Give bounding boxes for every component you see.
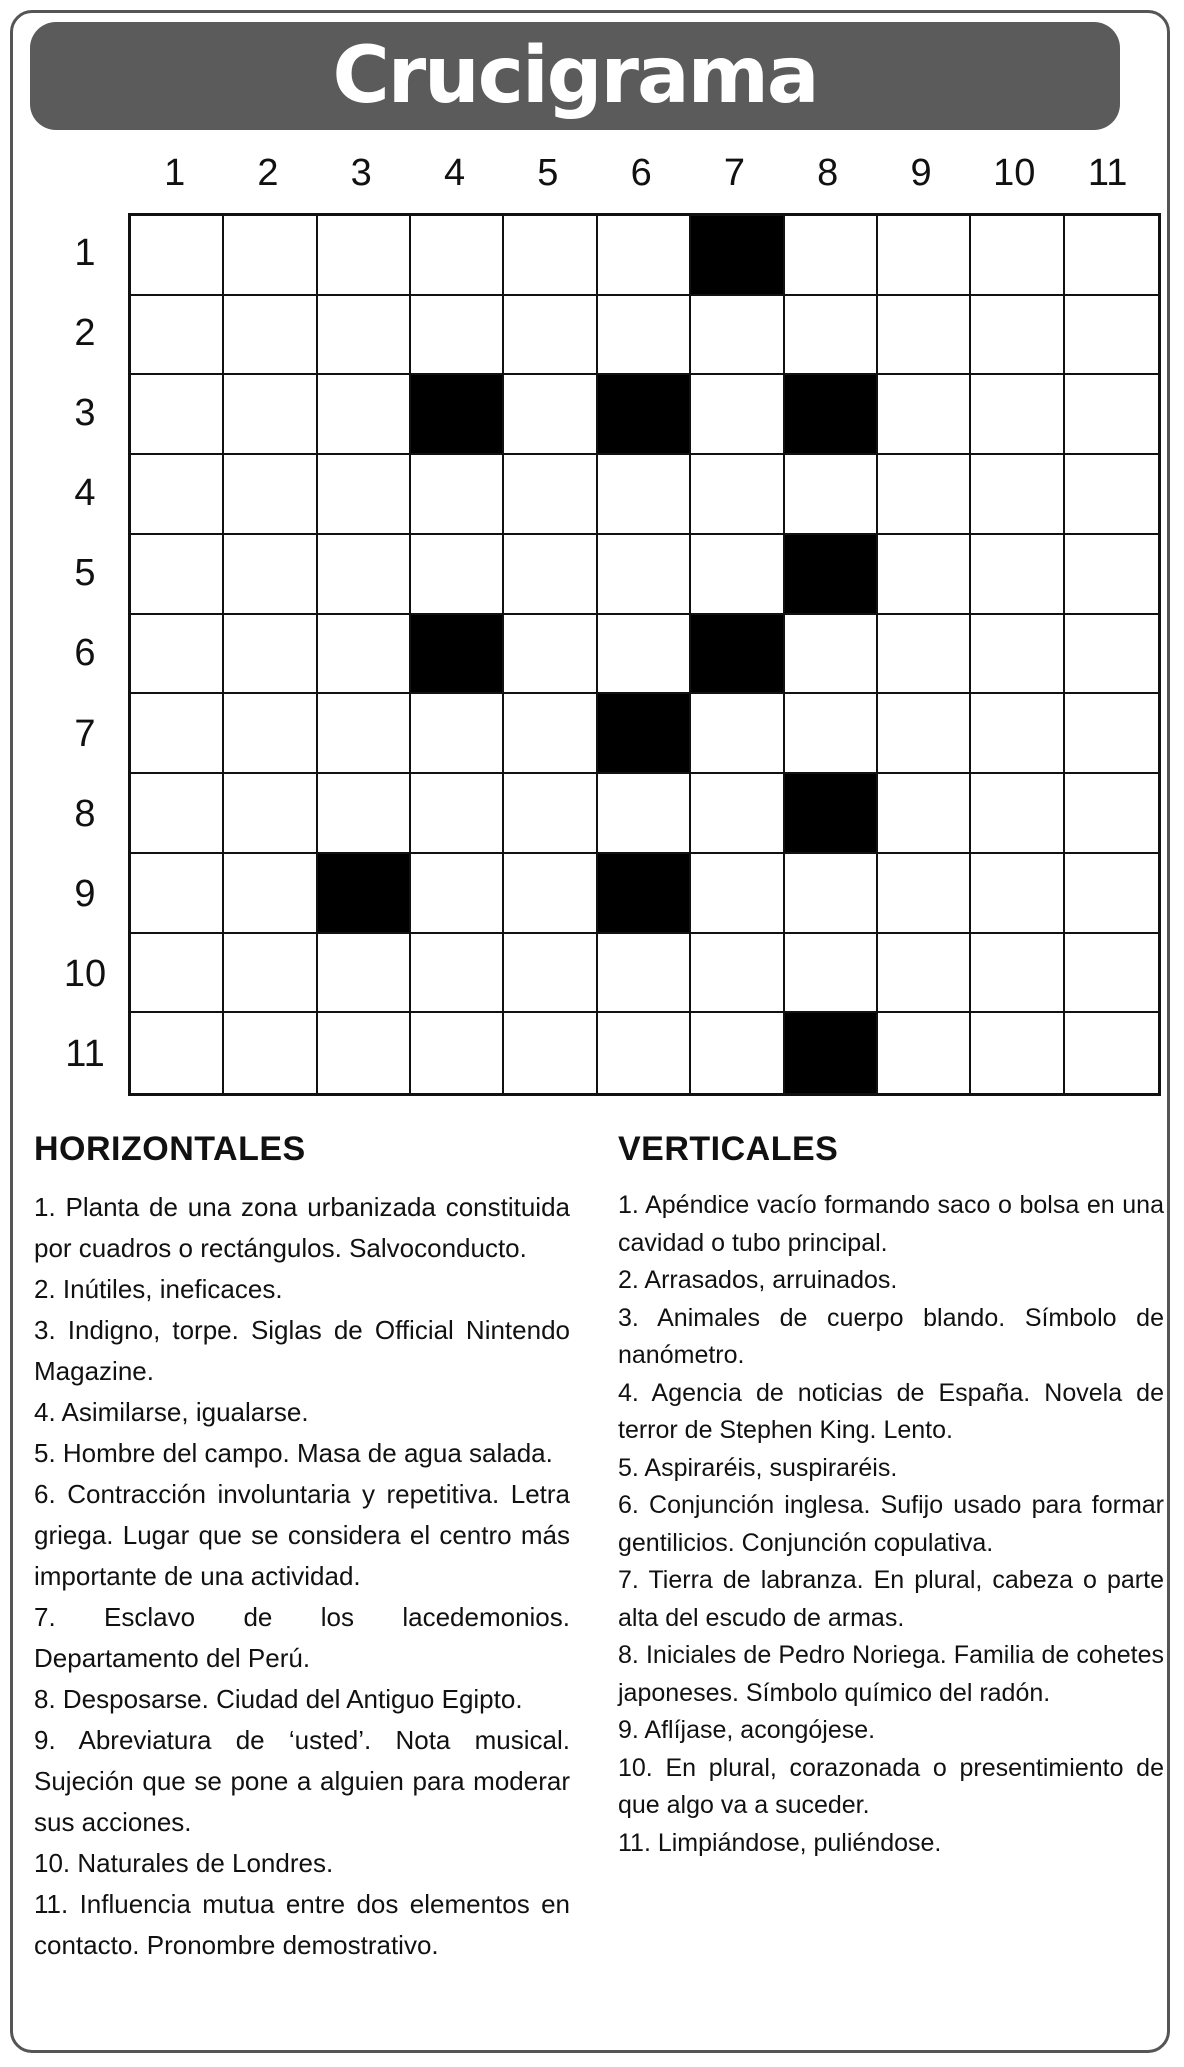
letter-cell[interactable] xyxy=(131,774,224,854)
letter-cell[interactable] xyxy=(224,774,317,854)
row-number: 10 xyxy=(63,952,107,995)
column-number: 4 xyxy=(443,152,466,194)
letter-cell[interactable] xyxy=(318,375,411,455)
letter-cell[interactable] xyxy=(785,216,878,296)
letter-cell[interactable] xyxy=(878,1013,971,1093)
black-cell xyxy=(598,854,691,934)
letter-cell[interactable] xyxy=(224,296,317,376)
row-numbers xyxy=(50,213,120,1094)
black-cell xyxy=(598,694,691,774)
letter-cell[interactable] xyxy=(971,774,1064,854)
letter-cell[interactable] xyxy=(598,615,691,695)
letter-cell[interactable] xyxy=(318,694,411,774)
letter-cell[interactable] xyxy=(878,216,971,296)
horizontal-clue-10: 10. Naturales de Londres. xyxy=(34,1848,334,1878)
row-number: 11 xyxy=(65,1032,105,1075)
row-number: 3 xyxy=(74,392,96,435)
letter-cell[interactable] xyxy=(504,296,597,376)
letter-cell[interactable] xyxy=(1065,854,1158,934)
letter-cell[interactable] xyxy=(131,455,224,535)
letter-cell[interactable] xyxy=(318,296,411,376)
column-number: 10 xyxy=(993,152,1036,194)
letter-cell[interactable] xyxy=(411,296,504,376)
letter-cell[interactable] xyxy=(1065,694,1158,774)
letter-cell[interactable] xyxy=(504,934,597,1014)
letter-cell[interactable] xyxy=(971,296,1064,376)
letter-cell[interactable] xyxy=(971,375,1064,455)
vertical-clue-9: 9. Aflíjase, acongójese. xyxy=(618,1716,876,1744)
letter-cell[interactable] xyxy=(504,1013,597,1093)
letter-cell[interactable] xyxy=(504,615,597,695)
horizontal-clue-3: 3. Indigno, torpe. Siglas de Official Nintendo Magazine. xyxy=(34,1315,570,1386)
horizontal-clue-4: 4. Asimilarse, igualarse. xyxy=(34,1397,309,1427)
vertical-clue-10: 10. En plural, corazonada o presentimiento de que algo va a suceder. xyxy=(618,1753,1164,1819)
letter-cell[interactable] xyxy=(1065,535,1158,615)
letter-cell[interactable] xyxy=(878,375,971,455)
letter-cell[interactable] xyxy=(785,694,878,774)
vertical-clue-4: 4. Agencia de noticias de España. Novela de terror de Stephen King. Lento. xyxy=(618,1378,1164,1444)
letter-cell[interactable] xyxy=(131,375,224,455)
letter-cell[interactable] xyxy=(878,694,971,774)
vertical-clue-3: 3. Animales de cuerpo blando. Símbolo de nanómetro. xyxy=(618,1303,1164,1369)
column-number: 3 xyxy=(350,152,372,194)
vertical-clue-list xyxy=(618,1187,1164,1862)
letter-cell[interactable] xyxy=(785,455,878,535)
letter-cell[interactable] xyxy=(971,455,1064,535)
row-number: 4 xyxy=(74,472,96,515)
letter-cell[interactable] xyxy=(785,615,878,695)
column-number: 6 xyxy=(630,152,652,194)
black-cell xyxy=(318,854,411,934)
black-cell xyxy=(411,375,504,455)
letter-cell[interactable] xyxy=(1065,216,1158,296)
letter-cell[interactable] xyxy=(224,615,317,695)
letter-cell[interactable] xyxy=(224,934,317,1014)
letter-cell[interactable] xyxy=(224,1013,317,1093)
letter-cell[interactable] xyxy=(598,216,691,296)
letter-cell[interactable] xyxy=(224,535,317,615)
letter-cell[interactable] xyxy=(691,375,784,455)
title-banner xyxy=(30,22,1120,130)
column-number: 5 xyxy=(537,152,559,194)
letter-cell[interactable] xyxy=(131,1013,224,1093)
letter-cell[interactable] xyxy=(318,535,411,615)
letter-cell[interactable] xyxy=(1065,375,1158,455)
letter-cell[interactable] xyxy=(598,1013,691,1093)
letter-cell[interactable] xyxy=(598,535,691,615)
letter-cell[interactable] xyxy=(598,774,691,854)
letter-cell[interactable] xyxy=(318,774,411,854)
letter-cell[interactable] xyxy=(131,934,224,1014)
letter-cell[interactable] xyxy=(224,216,317,296)
vertical-clue-11: 11. Limpiándose, puliéndose. xyxy=(618,1828,942,1857)
letter-cell[interactable] xyxy=(131,296,224,376)
vertical-clue-8: 8. Iniciales de Pedro Noriega. Familia de cohetes japoneses. Símbolo químico del radón. xyxy=(618,1641,1164,1707)
letter-cell[interactable] xyxy=(971,615,1064,695)
black-cell xyxy=(785,774,878,854)
letter-cell[interactable] xyxy=(411,535,504,615)
letter-cell[interactable] xyxy=(224,694,317,774)
letter-cell[interactable] xyxy=(131,216,224,296)
letter-cell[interactable] xyxy=(691,774,784,854)
row-number: 1 xyxy=(74,232,96,274)
letter-cell[interactable] xyxy=(504,694,597,774)
letter-cell[interactable] xyxy=(785,934,878,1014)
letter-cell[interactable] xyxy=(1065,296,1158,376)
letter-cell[interactable] xyxy=(1065,455,1158,535)
column-number: 1 xyxy=(164,152,186,194)
letter-cell[interactable] xyxy=(691,455,784,535)
page-title: Crucigrama xyxy=(332,31,818,121)
vertical-heading: VERTICALES xyxy=(618,1130,839,1168)
letter-cell[interactable] xyxy=(504,375,597,455)
letter-cell[interactable] xyxy=(504,455,597,535)
letter-cell[interactable] xyxy=(1065,774,1158,854)
column-number: 8 xyxy=(817,152,839,194)
letter-cell[interactable] xyxy=(411,455,504,535)
letter-cell[interactable] xyxy=(971,694,1064,774)
black-cell xyxy=(785,535,878,615)
black-cell xyxy=(691,216,784,296)
black-cell xyxy=(691,615,784,695)
letter-cell[interactable] xyxy=(1065,1013,1158,1093)
letter-cell[interactable] xyxy=(878,455,971,535)
letter-cell[interactable] xyxy=(504,854,597,934)
horizontal-clue-7: 7. Esclavo de los lacedemonios. Departamento del Perú. xyxy=(34,1602,570,1673)
letter-cell[interactable] xyxy=(691,934,784,1014)
letter-cell[interactable] xyxy=(411,216,504,296)
letter-cell[interactable] xyxy=(131,535,224,615)
horizontal-clues xyxy=(34,1130,570,1966)
black-cell xyxy=(785,375,878,455)
letter-cell[interactable] xyxy=(691,296,784,376)
column-number: 2 xyxy=(257,152,279,194)
black-cell xyxy=(598,375,691,455)
letter-cell[interactable] xyxy=(318,455,411,535)
letter-cell[interactable] xyxy=(878,296,971,376)
black-cell xyxy=(411,615,504,695)
letter-cell[interactable] xyxy=(1065,615,1158,695)
crossword-grid xyxy=(128,213,1161,1096)
letter-cell[interactable] xyxy=(878,615,971,695)
row-number: 7 xyxy=(74,712,96,755)
horizontal-clue-6: 6. Contracción involuntaria y repetitiva. Letra griega. Lugar que se considera el centro más importante de una actividad. xyxy=(34,1479,570,1591)
letter-cell[interactable] xyxy=(691,694,784,774)
row-number: 5 xyxy=(74,552,96,595)
horizontal-heading: HORIZONTALES xyxy=(34,1130,306,1168)
letter-cell[interactable] xyxy=(971,934,1064,1014)
vertical-clues xyxy=(618,1130,1164,1862)
vertical-clue-7: 7. Tierra de labranza. En plural, cabeza o parte alta del escudo de armas. xyxy=(618,1566,1164,1632)
letter-cell[interactable] xyxy=(785,854,878,934)
column-numbers xyxy=(128,148,1154,198)
horizontal-clue-2: 2. Inútiles, ineficaces. xyxy=(34,1274,283,1304)
letter-cell[interactable] xyxy=(971,535,1064,615)
horizontal-clue-9: 9. Abreviatura de ‘usted’. Nota musical. Sujeción que se pone a alguien para moderar sus acciones. xyxy=(34,1725,570,1837)
letter-cell[interactable] xyxy=(691,535,784,615)
letter-cell[interactable] xyxy=(411,774,504,854)
letter-cell[interactable] xyxy=(318,934,411,1014)
letter-cell[interactable] xyxy=(1065,934,1158,1014)
letter-cell[interactable] xyxy=(131,854,224,934)
horizontal-clue-1: 1. Planta de una zona urbanizada constituida por cuadros o rectángulos. Salvoconducto. xyxy=(34,1192,570,1263)
vertical-clue-6: 6. Conjunción inglesa. Sufijo usado para formar gentilicios. Conjunción copulativa. xyxy=(618,1491,1164,1557)
letter-cell[interactable] xyxy=(878,535,971,615)
vertical-clue-2: 2. Arrasados, arruinados. xyxy=(618,1266,898,1294)
letter-cell[interactable] xyxy=(318,1013,411,1093)
letter-cell[interactable] xyxy=(411,854,504,934)
letter-cell[interactable] xyxy=(598,296,691,376)
column-number: 7 xyxy=(723,152,745,194)
letter-cell[interactable] xyxy=(878,774,971,854)
letter-cell[interactable] xyxy=(878,854,971,934)
letter-cell[interactable] xyxy=(971,216,1064,296)
letter-cell[interactable] xyxy=(504,535,597,615)
horizontal-clue-11: 11. Influencia mutua entre dos elementos en contacto. Pronombre demostrativo. xyxy=(34,1889,570,1960)
letter-cell[interactable] xyxy=(318,216,411,296)
letter-cell[interactable] xyxy=(224,455,317,535)
row-number: 9 xyxy=(74,872,96,915)
letter-cell[interactable] xyxy=(971,1013,1064,1093)
letter-cell[interactable] xyxy=(318,615,411,695)
row-number: 6 xyxy=(74,632,96,675)
letter-cell[interactable] xyxy=(411,1013,504,1093)
letter-cell[interactable] xyxy=(131,694,224,774)
letter-cell[interactable] xyxy=(878,934,971,1014)
black-cell xyxy=(785,1013,878,1093)
letter-cell[interactable] xyxy=(224,375,317,455)
vertical-clue-5: 5. Aspiraréis, suspiraréis. xyxy=(618,1453,898,1482)
column-number: 9 xyxy=(910,152,932,194)
vertical-clue-1: 1. Apéndice vacío formando saco o bolsa en una cavidad o tubo principal. xyxy=(618,1191,1164,1257)
letter-cell[interactable] xyxy=(224,854,317,934)
letter-cell[interactable] xyxy=(691,854,784,934)
letter-cell[interactable] xyxy=(785,296,878,376)
letter-cell[interactable] xyxy=(691,1013,784,1093)
letter-cell[interactable] xyxy=(598,455,691,535)
row-number: 8 xyxy=(74,792,96,835)
letter-cell[interactable] xyxy=(598,934,691,1014)
letter-cell[interactable] xyxy=(504,774,597,854)
letter-cell[interactable] xyxy=(504,216,597,296)
letter-cell[interactable] xyxy=(411,694,504,774)
horizontal-clue-list xyxy=(34,1187,570,1966)
letter-cell[interactable] xyxy=(411,934,504,1014)
letter-cell[interactable] xyxy=(131,615,224,695)
column-number: 11 xyxy=(1087,152,1128,194)
horizontal-clue-5: 5. Hombre del campo. Masa de agua salada. xyxy=(34,1438,553,1468)
row-number: 2 xyxy=(74,312,96,355)
letter-cell[interactable] xyxy=(971,854,1064,934)
horizontal-clue-8: 8. Desposarse. Ciudad del Antiguo Egipto. xyxy=(34,1684,523,1714)
